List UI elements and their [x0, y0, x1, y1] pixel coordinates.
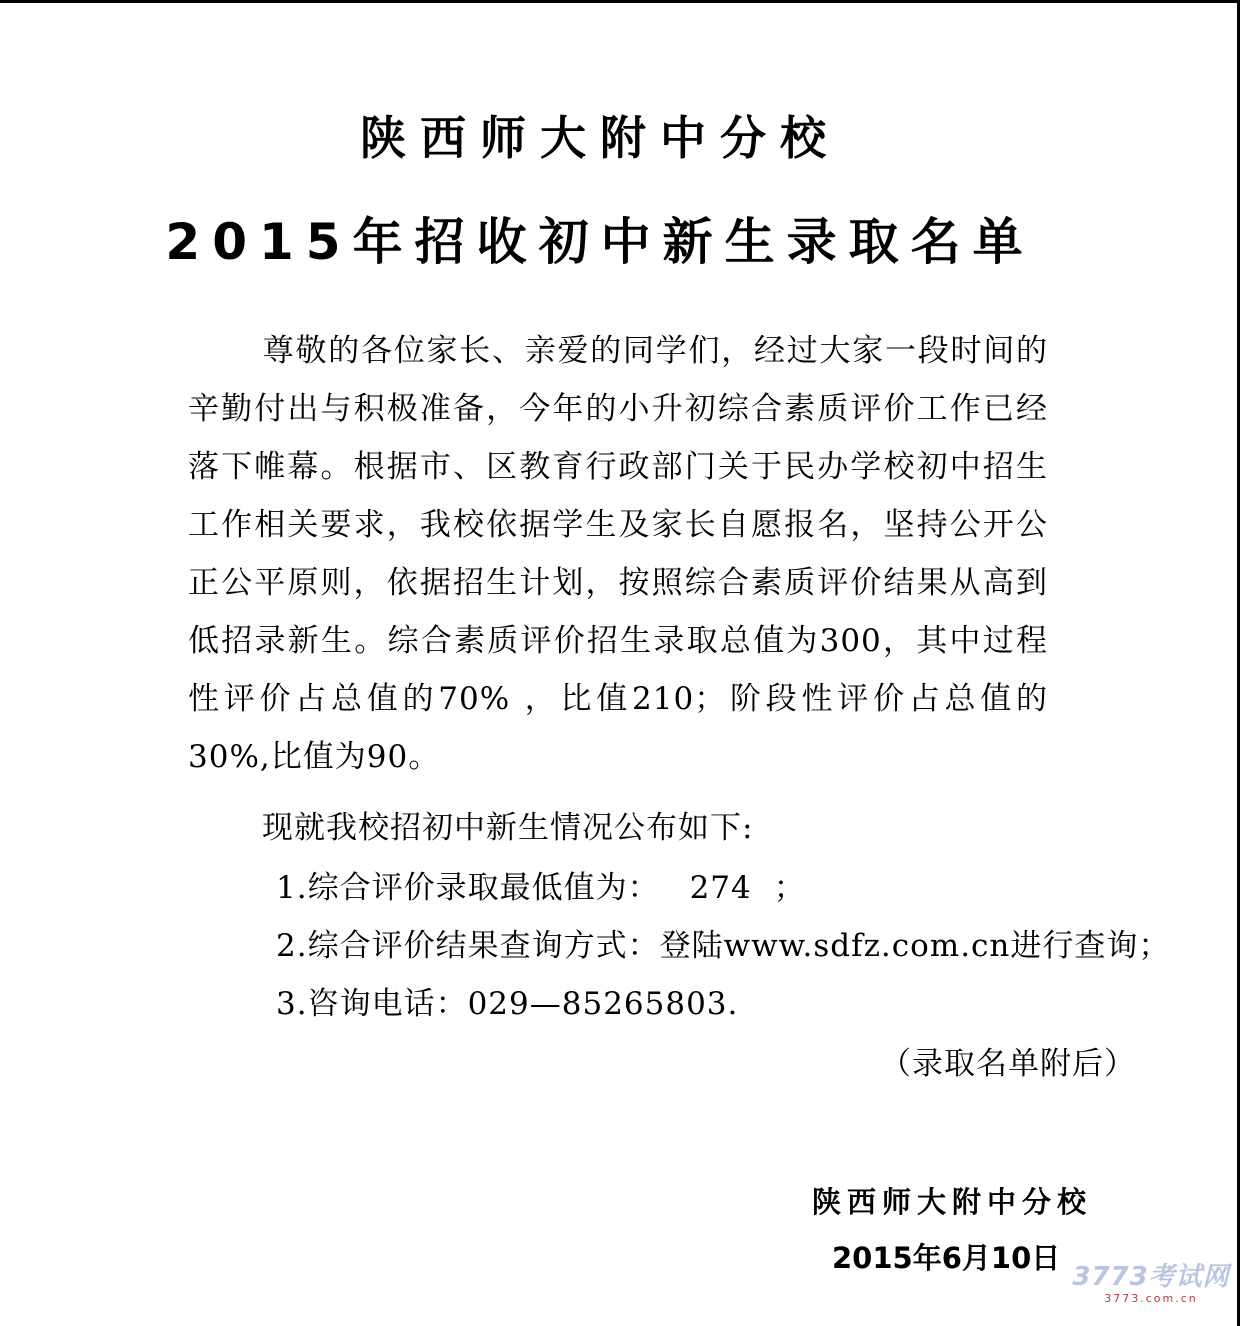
watermark-logo-text: 3773考试网	[1072, 1262, 1230, 1292]
intro-paragraph	[188, 322, 1048, 786]
min-score-suffix: ；	[773, 870, 806, 906]
announce-line: 现就我校招初中新生情况公布如下:	[262, 810, 754, 846]
signature-organization: 陕西师大附中分校	[812, 1185, 1093, 1219]
query-method-item: 2.综合评价结果查询方式：登陆www.sdfz.com.cn进行查询；	[276, 928, 1171, 964]
signature-date: 2015年6月10日	[832, 1241, 1061, 1275]
top-border-line	[0, 0, 1240, 3]
phone-item: 3.咨询电话：029—85265803.	[276, 986, 739, 1022]
school-title: 陕西师大附中分校	[360, 111, 840, 165]
site-watermark	[1072, 1262, 1230, 1312]
attachment-note: （录取名单附后）	[880, 1046, 1136, 1082]
document-title: 2015年招收初中新生录取名单	[165, 213, 1035, 271]
min-score-label: 1.综合评价录取最低值为：	[276, 870, 660, 906]
min-score-item	[276, 862, 806, 907]
intro-paragraph-text: 尊敬的各位家长、亲爱的同学们，经过大家一段时间的辛勤付出与积极准备，今年的小升初综合素质评价工作已经落下帷幕。根据市、区教育行政部门关于民办学校初中招生工作相关要求，我校依据学生及家长自愿报名，坚持公开公正公平原则，依据招生计划，按照综合素质评价结果从高到低招录新生。综合素质评价招生录取总值为300，其中过程性评价占总值的70% ，比值210；阶段性评价占总值的30%,比值为90。	[188, 333, 1048, 775]
min-score-value: 274	[689, 870, 752, 906]
watermark-domain-text: 3773.com.cn	[1104, 1292, 1198, 1305]
